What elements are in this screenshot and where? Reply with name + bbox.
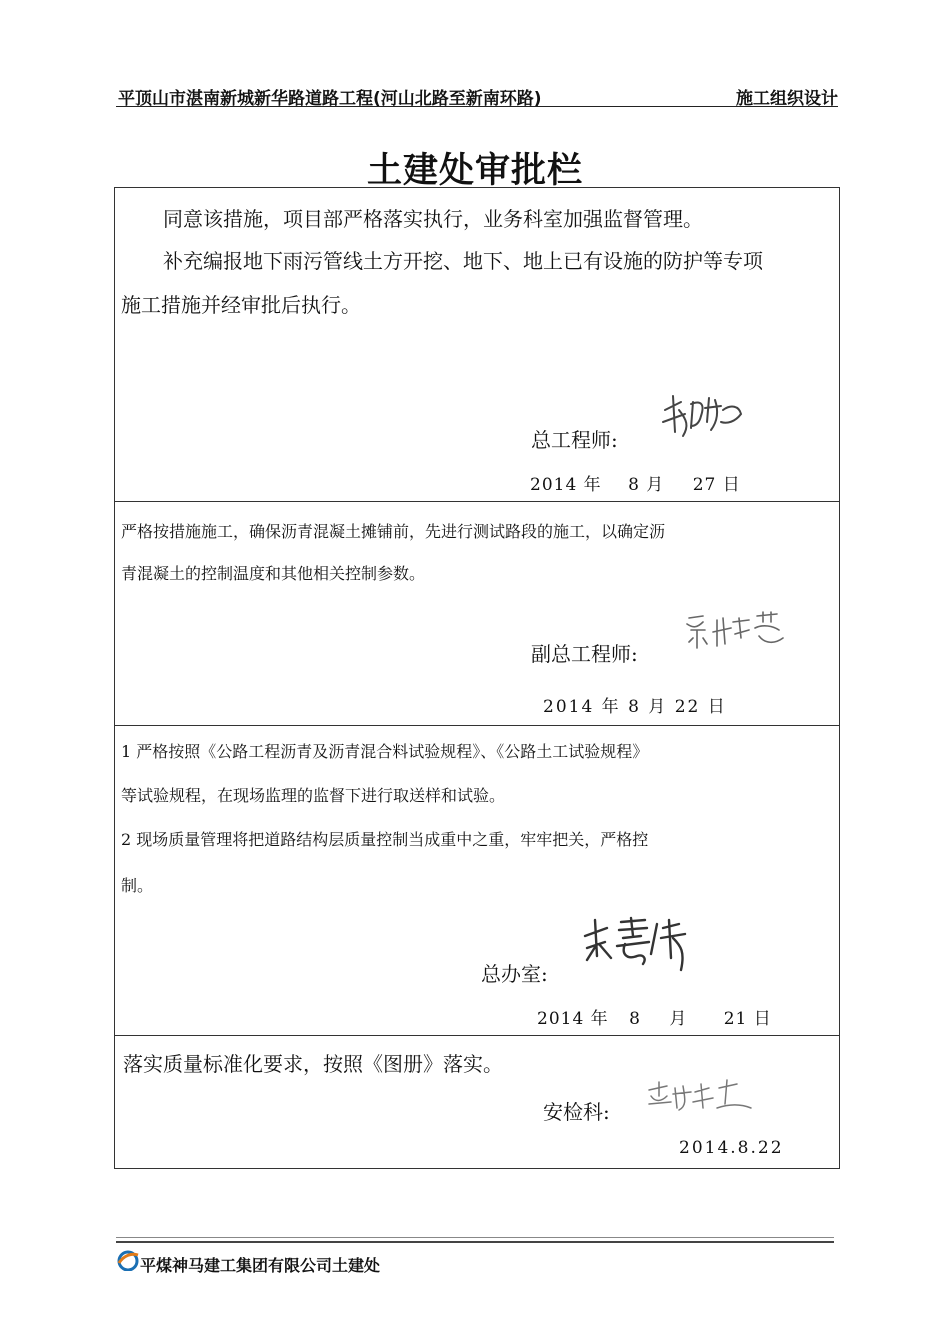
section-1-line-3: 施工措施并经审批后执行。 [121, 293, 361, 317]
section-1-line-2: 补充编报地下雨污管线土方开挖、地下、地上已有设施的防护等专项 [163, 249, 763, 273]
safety-dept-signature [645, 1078, 755, 1118]
page-title: 土建处审批栏 [366, 151, 583, 191]
footer-rule-thin [116, 1237, 834, 1238]
header-rule [116, 106, 838, 107]
deputy-chief-engineer-signature [683, 608, 787, 656]
section-2-date: 2014 年 8 月 22 日 [543, 697, 727, 717]
section-3-line-3: 2 现场质量管理将把道路结构层质量控制当成重中之重，牢牢把关，严格控 [121, 830, 649, 849]
page-header [116, 82, 838, 108]
chief-engineer-signature [661, 392, 747, 440]
section-2-line-2: 青混凝土的控制温度和其他相关控制参数。 [121, 564, 426, 583]
document-type: 施工组织设计 [736, 89, 838, 109]
footer-rule-thick [116, 1241, 834, 1243]
section-3-line-1: 1 严格按照《公路工程沥青及沥青混合料试验规程》、《公路土工试验规程》 [121, 742, 649, 761]
row-divider [115, 1035, 839, 1036]
footer-company-name: 平煤神马建工集团有限公司土建处 [140, 1256, 381, 1275]
section-4-date: 2014.8.22 [679, 1138, 784, 1158]
general-office-signature [581, 914, 697, 978]
section-3-line-4: 制。 [121, 876, 154, 895]
section-2-line-1: 严格按措施施工，确保沥青混凝土摊铺前，先进行测试路段的施工，以确定沥 [121, 522, 666, 541]
section-3-date: 2014 年 8 月 21 日 [537, 1009, 772, 1029]
row-divider [115, 501, 839, 502]
row-divider [115, 725, 839, 726]
section-1-line-1: 同意该措施，项目部严格落实执行，业务科室加强监督管理。 [163, 207, 703, 231]
deputy-chief-engineer-label: 副总工程师: [531, 642, 638, 666]
chief-engineer-label: 总工程师: [531, 428, 618, 452]
section-4-line-1: 落实质量标准化要求，按照《图册》落实。 [123, 1052, 503, 1076]
section-1-date: 2014 年 8 月 27 日 [530, 475, 741, 495]
approval-table [114, 187, 840, 1169]
section-3-line-2: 等试验规程，在现场监理的监督下进行取送样和试验。 [121, 786, 506, 805]
safety-dept-label: 安检科: [543, 1100, 610, 1124]
project-name: 平顶山市湛南新城新华路道路工程(河山北路至新南环路) [118, 89, 542, 109]
general-office-label: 总办室: [481, 962, 548, 986]
company-logo-icon [116, 1247, 140, 1271]
